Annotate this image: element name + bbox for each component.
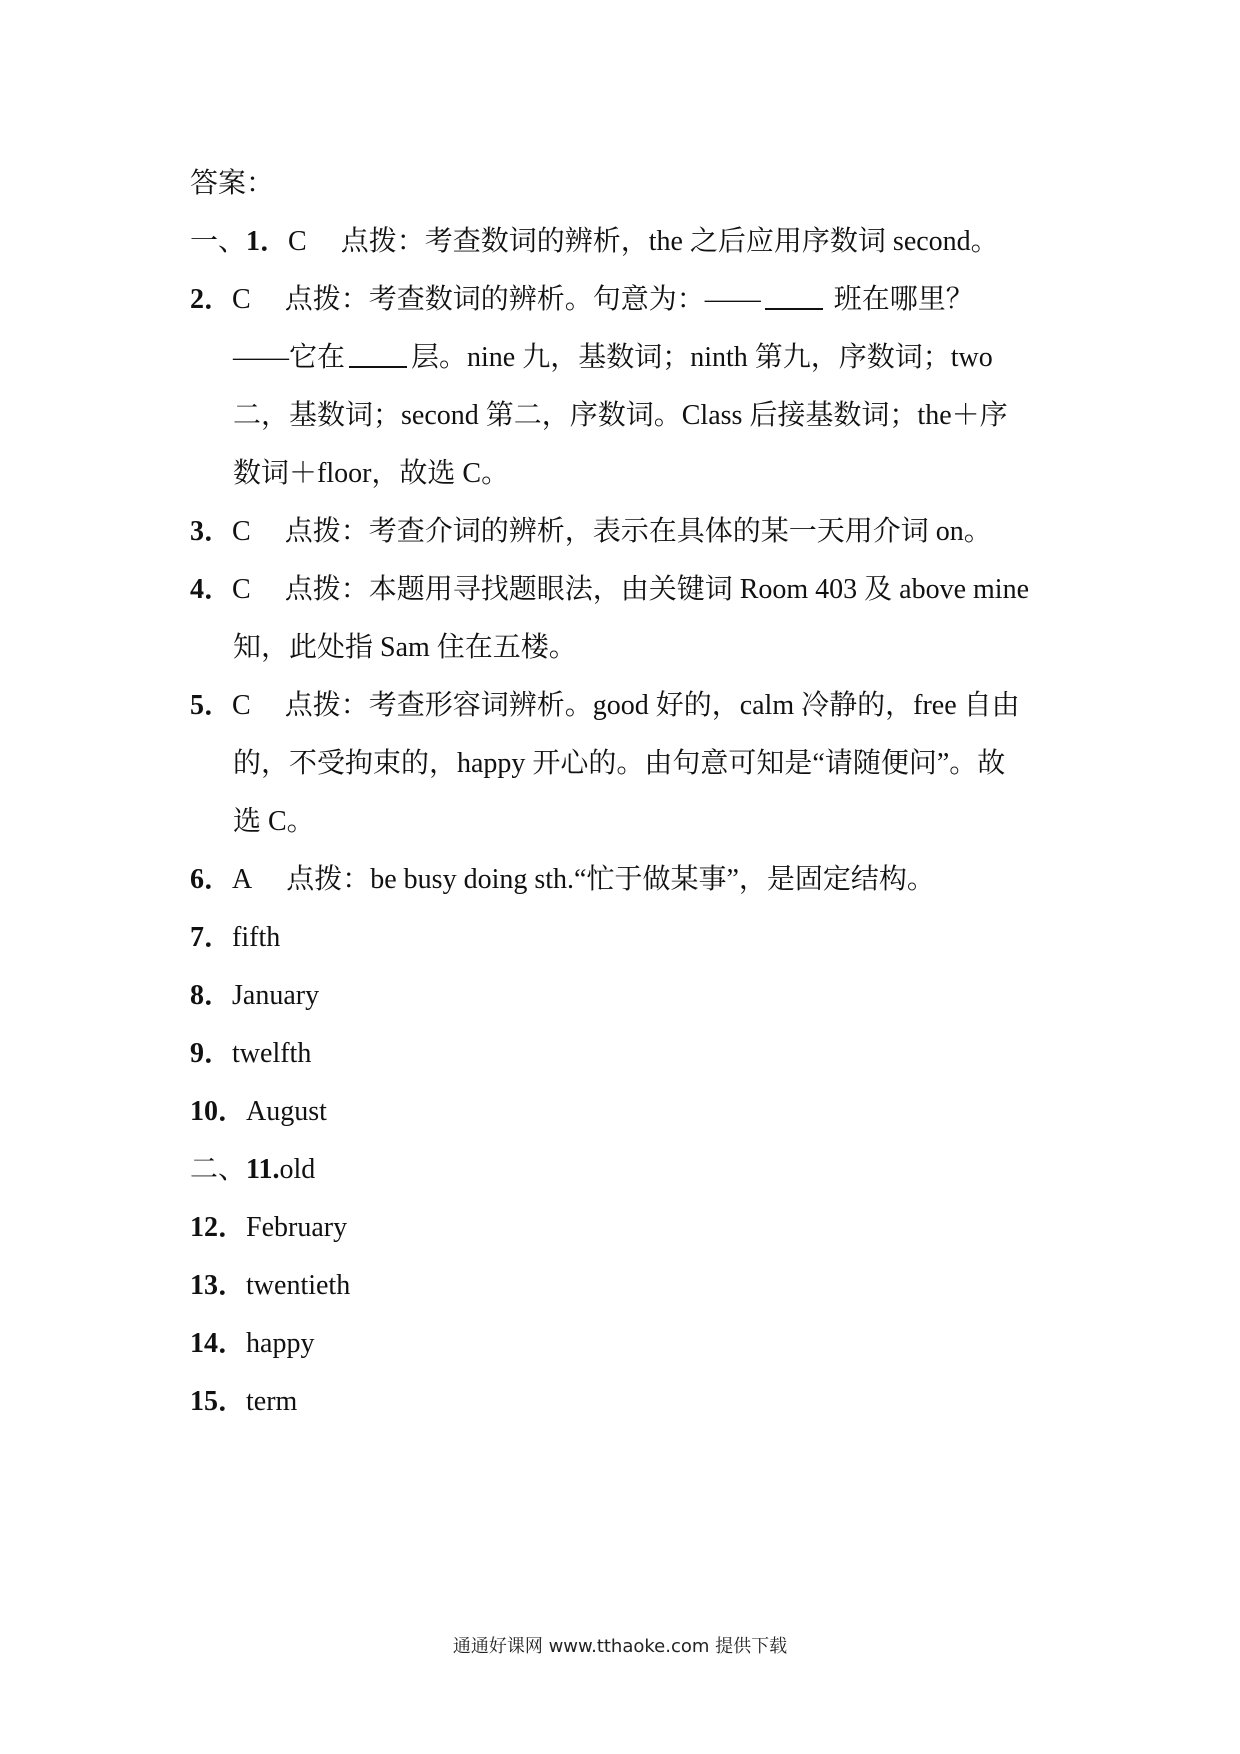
footer-text: 通通好课网 www.tthaoke.com 提供下载 <box>452 1636 788 1657</box>
item-note-tail: 班在哪里？ <box>833 284 974 315</box>
item-number: 13． <box>190 1270 247 1301</box>
item-number: 15． <box>190 1386 247 1417</box>
item-number: 2． <box>190 284 233 315</box>
item-note: 点拨：考查数词的辨析，the 之后应用序数词 second。 <box>340 226 999 257</box>
answer-item-12 <box>190 1208 1070 1248</box>
item-answer: C <box>288 226 307 257</box>
answer-item-4 <box>190 570 1070 610</box>
answers-heading-text: 答案： <box>190 168 275 199</box>
item-number: 3． <box>190 516 233 547</box>
item-number: 10． <box>190 1096 247 1127</box>
item-note: 知，此处指 Sam 住在五楼。 <box>233 632 577 663</box>
item-answer: twentieth <box>246 1270 351 1301</box>
item-number: 14． <box>190 1328 247 1359</box>
item-number: 1． <box>246 226 289 257</box>
answer-item-5 <box>190 686 1070 726</box>
item-note: 二，基数词；second 第二，序数词。Class 后接基数词；the＋序 <box>233 400 1008 431</box>
item-note: ——它在 <box>233 342 346 373</box>
answers-heading <box>190 164 1070 204</box>
fill-blank <box>765 284 823 310</box>
item-number: 6． <box>190 864 233 895</box>
item-answer: A <box>232 864 253 895</box>
answer-item-4-cont <box>233 628 1113 668</box>
answer-item-11 <box>190 1150 1070 1190</box>
answer-item-5-cont-2 <box>233 802 1113 842</box>
item-answer: C <box>232 516 251 547</box>
item-answer: January <box>232 980 320 1011</box>
answer-item-5-cont-1 <box>233 744 1113 784</box>
section-one-prefix: 一、 <box>190 226 247 257</box>
item-answer: fifth <box>232 922 281 953</box>
item-answer: C <box>232 574 251 605</box>
item-note: 点拨：考查介词的辨析，表示在具体的某一天用介词 on。 <box>284 516 992 547</box>
answer-item-13 <box>190 1266 1070 1306</box>
answer-item-3 <box>190 512 1070 552</box>
item-note: 的，不受拘束的，happy 开心的。由句意可知是“请随便问”。故 <box>233 748 1006 779</box>
item-answer: C <box>232 690 251 721</box>
item-answer: twelfth <box>232 1038 312 1069</box>
section-two-prefix: 二、 <box>190 1154 247 1185</box>
answer-item-2 <box>190 280 1070 320</box>
item-number: 9． <box>190 1038 233 1069</box>
item-note: 点拨：本题用寻找题眼法，由关键词 Room 403 及 above mine <box>284 574 1030 605</box>
item-note: 选 C。 <box>233 806 315 837</box>
item-number: 8． <box>190 980 233 1011</box>
fill-blank <box>349 342 407 368</box>
item-answer: term <box>246 1386 298 1417</box>
item-number: 4． <box>190 574 233 605</box>
answer-item-1 <box>190 222 1070 262</box>
item-answer: February <box>246 1212 348 1243</box>
item-number: 7． <box>190 922 233 953</box>
answer-item-2-cont-3 <box>233 454 1113 494</box>
item-note: 层。nine 九，基数词；ninth 第九，序数词；two <box>411 342 993 373</box>
answer-item-7 <box>190 918 1070 958</box>
answer-item-14 <box>190 1324 1070 1364</box>
item-note: 点拨：考查数词的辨析。句意为：—— <box>284 284 761 315</box>
page-footer <box>0 1632 1240 1658</box>
answer-item-2-cont-2 <box>233 396 1113 436</box>
answer-item-6 <box>190 860 1070 900</box>
answer-item-8 <box>190 976 1070 1016</box>
item-answer: happy <box>246 1328 315 1359</box>
item-answer: old <box>279 1154 316 1185</box>
item-note: 点拨：考查形容词辨析。good 好的，calm 冷静的，free 自由 <box>284 690 1020 721</box>
item-number: 5． <box>190 690 233 721</box>
answer-item-2-cont-1 <box>233 338 1113 378</box>
answer-item-15 <box>190 1382 1070 1422</box>
item-note: 数词＋floor，故选 C。 <box>233 458 510 489</box>
item-answer: August <box>246 1096 327 1127</box>
item-number: 12． <box>190 1212 247 1243</box>
item-number: 11. <box>246 1154 280 1185</box>
item-answer: C <box>232 284 251 315</box>
item-note: 点拨：be busy doing sth.“忙于做某事”，是固定结构。 <box>286 864 935 895</box>
answer-item-9 <box>190 1034 1070 1074</box>
answer-item-10 <box>190 1092 1070 1132</box>
